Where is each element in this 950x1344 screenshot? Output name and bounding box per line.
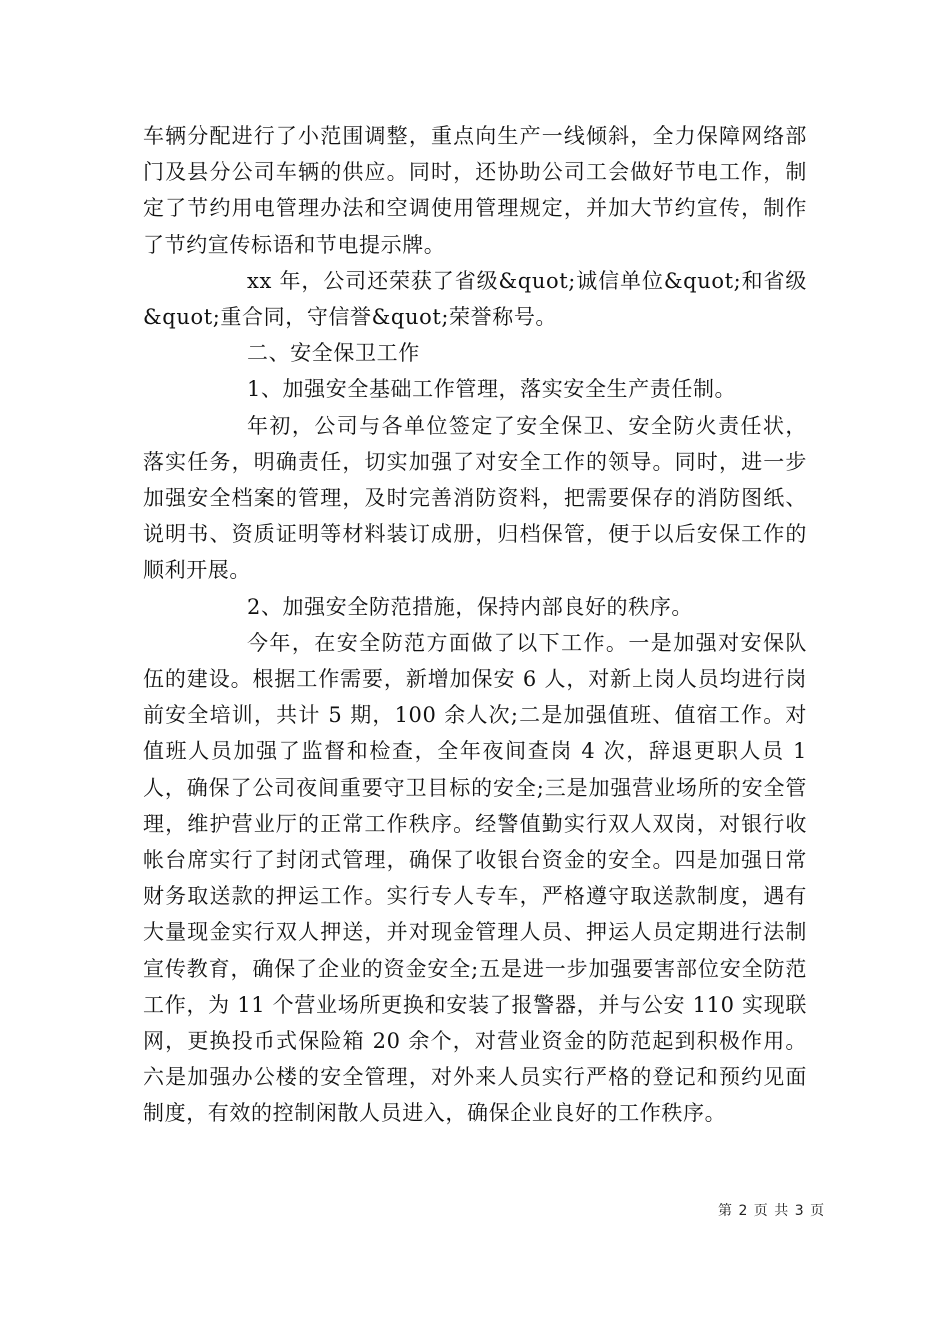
paragraph-continuation: 车辆分配进行了小范围调整，重点向生产一线倾斜，全力保障网络部门及县分公司车辆的供应。同时，还协助公司工会做好节电工作，制定了节约用电管理办法和空调使用管理规定，并加大节约宣传，制作了节约宣传标语和节电提示牌。 bbox=[143, 124, 807, 257]
page-number-footer: 第 2 页 共 3 页 bbox=[718, 1203, 826, 1219]
subheading-item-2: 2、加强安全防范措施，保持内部良好的秩序。 bbox=[247, 594, 693, 619]
paragraph-item-1-body: 年初，公司与各单位签定了安全保卫、安全防火责任状，落实任务，明确责任，切实加强了对安全工作的领导。同时，进一步加强安全档案的管理，及时完善消防资料，把需要保存的消防图纸、说明书、资质证明等材料装订成册，归档保管，便于以后安保工作的顺利开展。 bbox=[143, 413, 807, 583]
document-body bbox=[143, 118, 807, 1132]
paragraph-honor: xx 年，公司还荣获了省级&quot;诚信单位&quot;和省级&quot;重合同，守信誉&quot;荣誉称号。 bbox=[143, 268, 807, 330]
section-heading-security: 二、安全保卫工作 bbox=[247, 341, 420, 366]
paragraph-item-2-body: 今年，在安全防范方面做了以下工作。一是加强对安保队伍的建设。根据工作需要，新增加保安 6 人，对新上岗人员均进行岗前安全培训，共计 5 期，100 余人次;二是加强值班、值宿工作。对值班人员加强了监督和检查，全年夜间查岗 4 次，辞退更职人员 1 人，确保了公司夜间重要守卫目标的安全;三是加强营业场所的安全管理，维护营业厅的正常工作秩序。经警值勤实行双人双岗，对银行收帐台席实行了封闭式管理，确保了收银台资金的安全。四是加强日常财务取送款的押运工作。实行专人专车，严格遵守取送款制度，遇有大量现金实行双人押送，并对现金管理人员、押运人员定期进行法制宣传教育，确保了企业的资金安全;五是进一步加强要害部位安全防范工作，为 11 个营业场所更换和安装了报警器，并与公安 110 实现联网，更换投币式保险箱 20 余个，对营业资金的防范起到积极作用。六是加强办公楼的安全管理，对外来人员实行严格的登记和预约见面制度，有效的控制闲散人员进入，确保企业良好的工作秩序。 bbox=[143, 630, 807, 1126]
subheading-item-1: 1、加强安全基础工作管理，落实安全生产责任制。 bbox=[247, 377, 737, 402]
